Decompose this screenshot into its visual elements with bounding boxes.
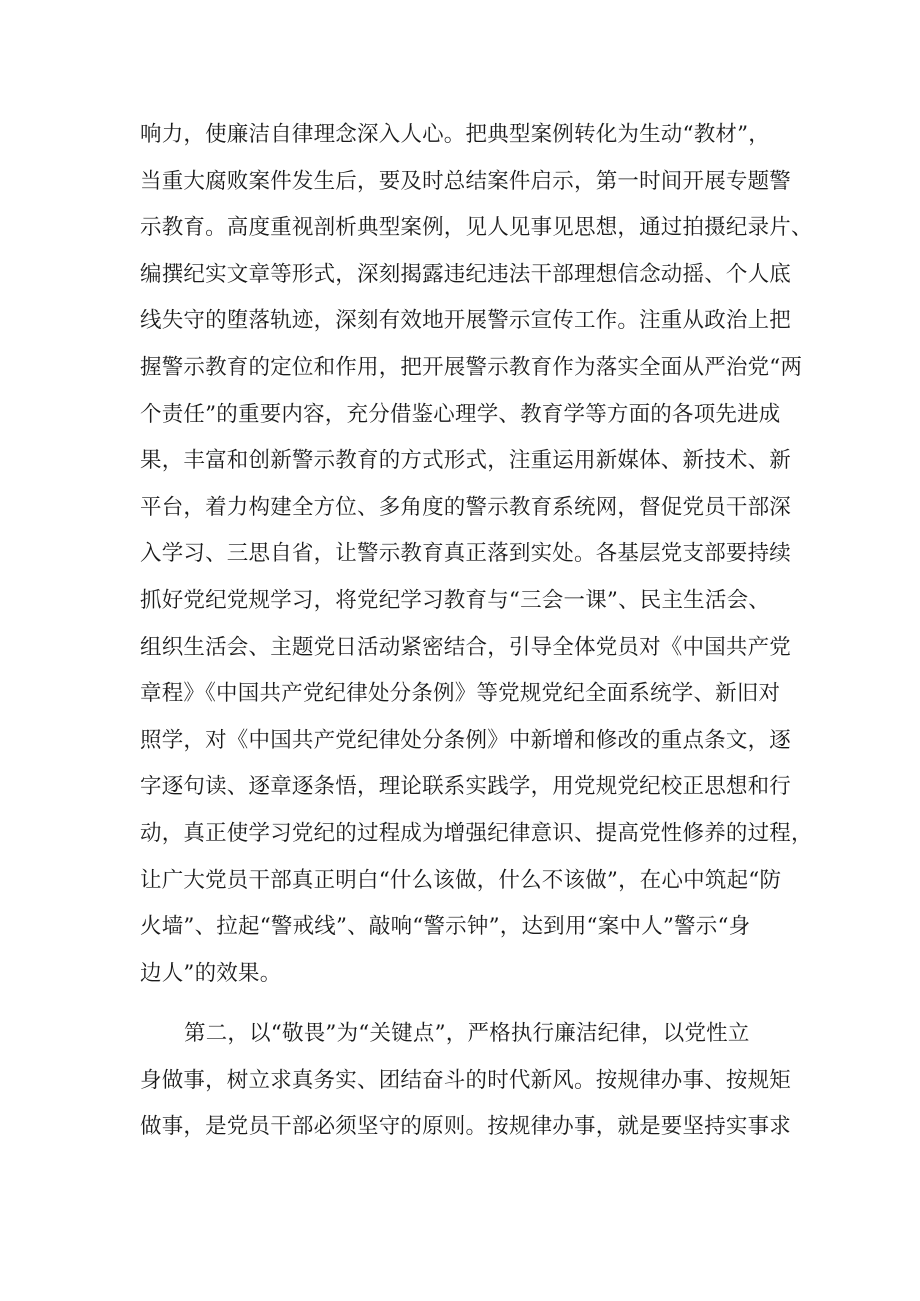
paragraph-line: 边人”的效果。	[140, 960, 282, 986]
paragraph-line: 个责任”的重要内容，充分借鉴心理学、教育学等方面的各项先进成	[140, 401, 781, 427]
paragraph-line: 字逐句读、逐章逐条悟，理论联系实践学，用党规党纪校正思想和行	[140, 774, 792, 800]
paragraph-line: 身做事，树立求真务实、团结奋斗的时代新风。按规律办事、按规矩	[140, 1067, 792, 1093]
paragraph-line: 让广大党员干部真正明白“什么该做，什么不该做”，在心中筑起“防	[140, 867, 782, 893]
paragraph-line: 火墙”、拉起“警戒线”、敲响“警示钟”，达到用“案中人”警示“身	[140, 914, 751, 940]
paragraph-line: 示教育。高度重视剖析典型案例，见人见事见思想，通过拍摄纪录片、	[140, 215, 813, 241]
paragraph-line: 入学习、三思自省，让警示教育真正落到实处。各基层党支部要持续	[140, 541, 792, 567]
paragraph-line: 响力，使廉洁自律理念深入人心。把典型案例转化为生动“教材”，	[140, 122, 770, 147]
paragraph-line: 第二，以“敬畏”为“关键点”，严格执行廉洁纪律，以党性立	[184, 1021, 750, 1047]
paragraph-1	[140, 112, 813, 997]
paragraph-line: 果，丰富和创新警示教育的方式形式，注重运用新媒体、新技术、新	[140, 448, 792, 474]
paragraph-spacer	[140, 997, 800, 1011]
paragraph-line: 握警示教育的定位和作用，把开展警示教育作为落实全面从严治党“两	[140, 354, 803, 380]
paragraph-line: 组织生活会、主题党日活动紧密结合，引导全体党员对《中国共产党	[140, 634, 792, 660]
document-body	[140, 112, 813, 1151]
paragraph-line: 当重大腐败案件发生后，要及时总结案件启示，第一时间开展专题警	[140, 168, 792, 194]
paragraph-line: 平台，着力构建全方位、多角度的警示教育系统网，督促党员干部深	[140, 494, 792, 520]
paragraph-line: 动，真正使学习党纪的过程成为增强纪律意识、提高党性修养的过程，	[140, 820, 813, 846]
paragraph-2	[140, 1011, 800, 1151]
paragraph-line: 线失守的堕落轨迹，深刻有效地开展警示宣传工作。注重从政治上把	[140, 308, 792, 334]
paragraph-line: 照学，对《中国共产党纪律处分条例》中新增和修改的重点条文，逐	[140, 727, 792, 753]
paragraph-line: 编撰纪实文章等形式，深刻揭露违纪违法干部理想信念动摇、个人底	[140, 261, 792, 287]
paragraph-line: 做事，是党员干部必须坚守的原则。按规律办事，就是要坚持实事求	[140, 1114, 792, 1140]
paragraph-line: 章程》《中国共产党纪律处分条例》等党规党纪全面系统学、新旧对	[140, 681, 781, 707]
paragraph-line: 抓好党纪党规学习，将党纪学习教育与“三会一课”、民主生活会、	[140, 587, 770, 613]
